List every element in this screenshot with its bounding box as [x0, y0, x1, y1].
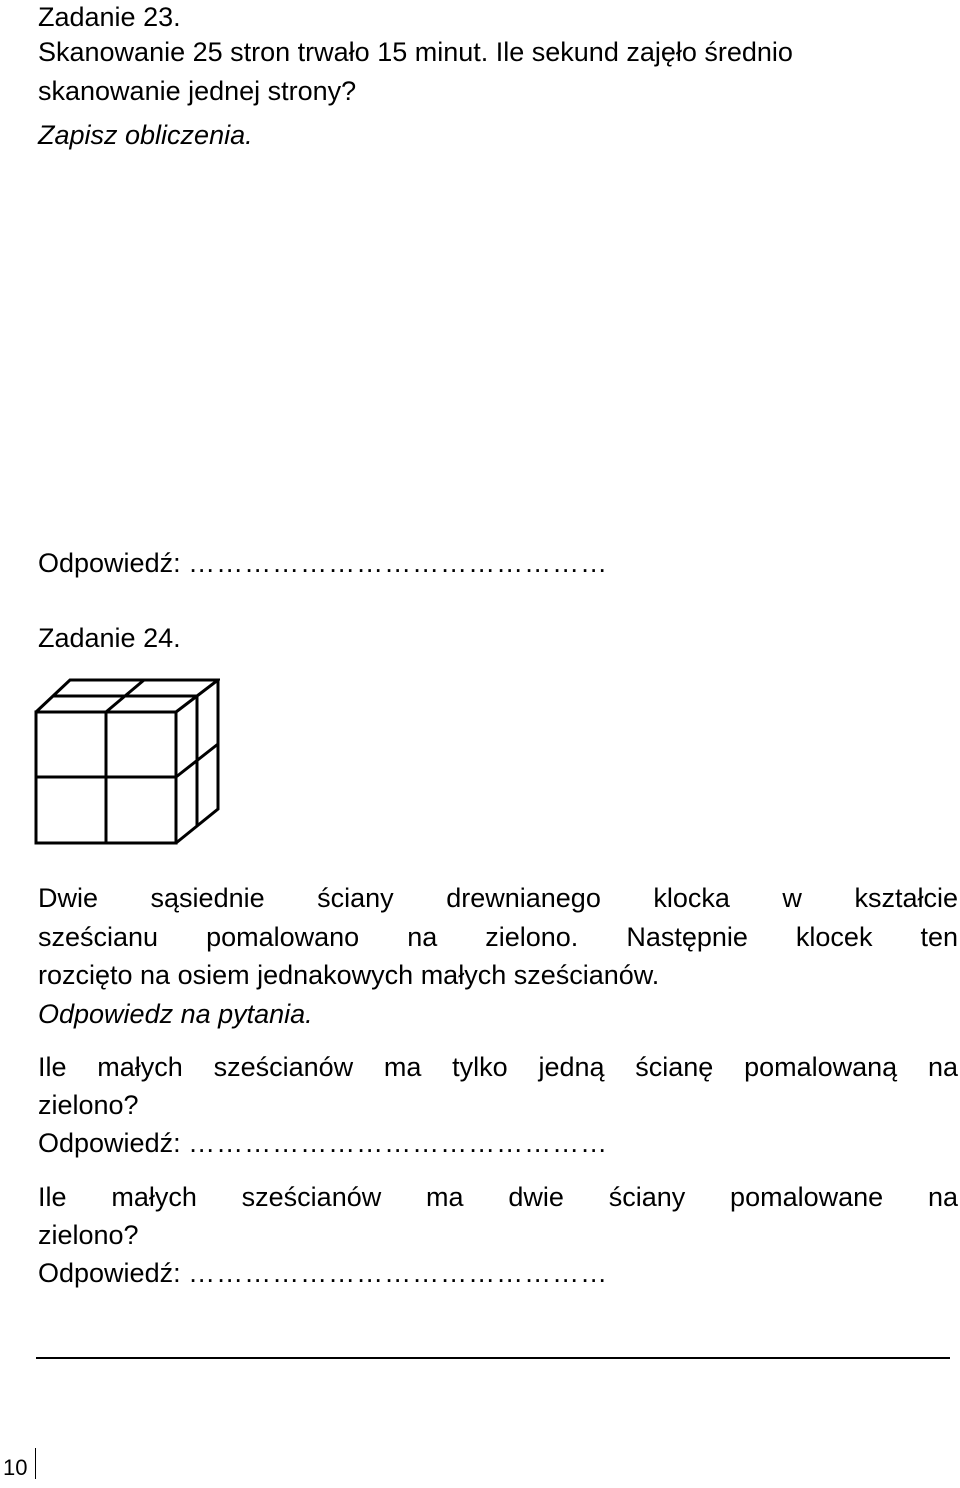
task23-answer-label: Odpowiedź:	[38, 548, 181, 578]
task24-answer1-row	[38, 1124, 608, 1162]
task24-question2-line2: zielono?	[38, 1220, 139, 1250]
cube-2x2x2-icon	[34, 678, 220, 846]
task24-answer2-dots: ………………………………………	[188, 1258, 609, 1288]
task24-question2-line1: Ile małych sześcianów ma dwie ściany pomalowane na	[38, 1182, 958, 1212]
task23-question-line2: skanowanie jednej strony?	[38, 76, 357, 106]
task24-instruction: Odpowiedz na pytania.	[38, 999, 313, 1029]
task23-answer-row	[38, 544, 608, 582]
task23-heading: Zadanie 23.	[38, 2, 181, 32]
task23-instruction: Zapisz obliczenia.	[38, 120, 253, 150]
task24-heading: Zadanie 24.	[38, 623, 181, 653]
task24-question1-line2: zielono?	[38, 1090, 139, 1120]
task24-answer2-label: Odpowiedź:	[38, 1258, 181, 1288]
task24-description-line1: Dwie sąsiednie ściany drewnianego klocka w kształcie	[38, 883, 958, 913]
task24-answer1-dots: ………………………………………	[188, 1128, 609, 1158]
task24-description-line3: rozcięto na osiem jednakowych małych sześcianów.	[38, 960, 660, 990]
task24-question1-line1: Ile małych sześcianów ma tylko jedną ścianę pomalowaną na	[38, 1052, 958, 1082]
task23-answer-dots: ………………………………………	[188, 548, 609, 578]
page-number: 10	[0, 1448, 36, 1479]
footer-divider	[36, 1357, 950, 1359]
task24-answer1-label: Odpowiedź:	[38, 1128, 181, 1158]
task23-question-line1: Skanowanie 25 stron trwało 15 minut. Ile sekund zajęło średnio	[38, 37, 793, 67]
task24-answer2-row	[38, 1254, 608, 1292]
task24-description-line2: sześcianu pomalowano na zielono. Następnie klocek ten	[38, 922, 958, 952]
